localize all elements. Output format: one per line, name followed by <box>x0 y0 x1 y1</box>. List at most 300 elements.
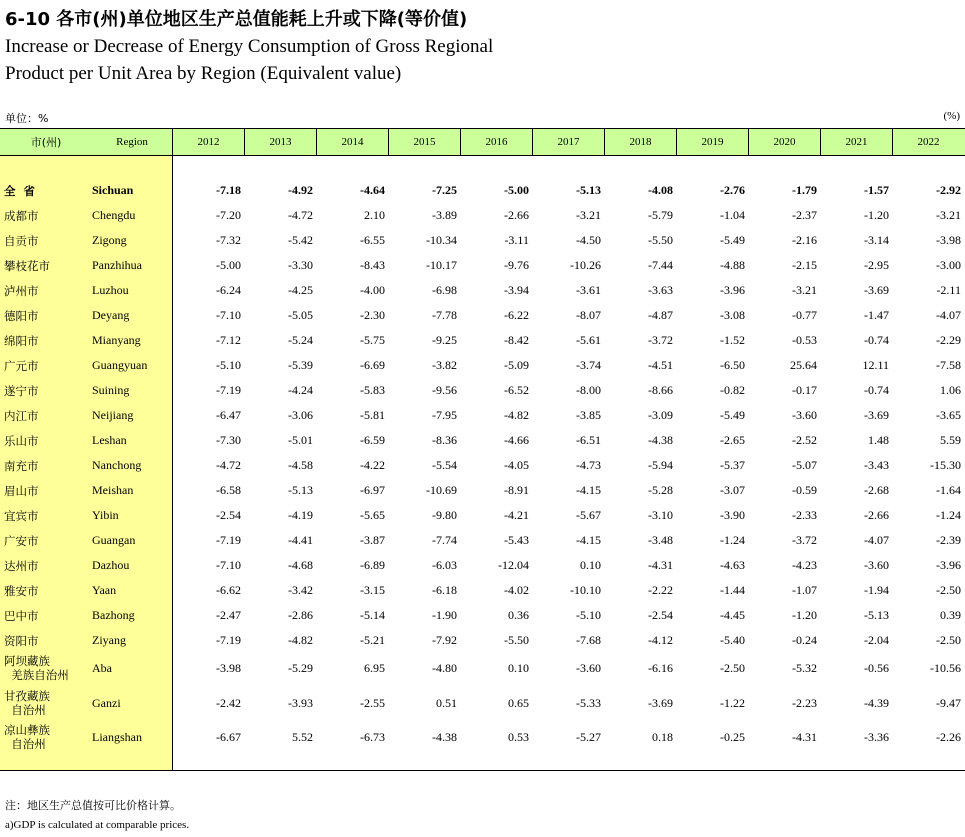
value-cell: -1.07 <box>792 583 817 597</box>
value-cell: -2.30 <box>360 308 385 322</box>
table-row <box>0 528 965 553</box>
value-cell: -8.66 <box>648 383 673 397</box>
value-cell: -5.50 <box>648 233 673 247</box>
header-year: 2018 <box>604 129 676 155</box>
value-cell: -5.10 <box>576 608 601 622</box>
value-cell: -5.49 <box>720 408 745 422</box>
value-cell: 1.06 <box>940 383 961 397</box>
value-cell: -0.82 <box>720 383 745 397</box>
value-cell: -8.36 <box>432 433 457 447</box>
value-cell: -4.19 <box>288 508 313 522</box>
region-name-en: Liangshan <box>92 729 142 744</box>
value-cell: -3.85 <box>576 408 601 422</box>
value-cell: -5.24 <box>288 333 313 347</box>
value-cell: -2.37 <box>792 208 817 222</box>
region-name-en: Meishan <box>92 483 134 497</box>
value-cell: -2.15 <box>792 258 817 272</box>
table-row <box>0 453 965 478</box>
value-cell: -4.15 <box>576 533 601 547</box>
region-name-en: Nanchong <box>92 458 142 472</box>
value-cell: -7.95 <box>432 408 457 422</box>
value-cell: -2.11 <box>936 283 961 297</box>
value-cell: -6.97 <box>360 483 385 497</box>
value-cell: -2.76 <box>720 183 745 197</box>
value-cell: -3.93 <box>288 695 313 710</box>
value-cell: -3.65 <box>936 408 961 422</box>
value-cell: -4.15 <box>576 483 601 497</box>
value-cell: -7.10 <box>216 558 241 572</box>
value-cell: -7.12 <box>216 333 241 347</box>
region-name-cn: 绵阳市 <box>4 333 39 348</box>
table-row <box>0 478 965 503</box>
value-cell: 0.39 <box>940 608 961 622</box>
value-cell: -1.20 <box>864 208 889 222</box>
value-cell: -3.69 <box>648 695 673 710</box>
value-cell: 0.18 <box>652 729 673 744</box>
region-name-en: Neijiang <box>92 408 134 422</box>
value-cell: -0.59 <box>792 483 817 497</box>
value-cell: -6.03 <box>432 558 457 572</box>
value-cell: -4.73 <box>576 458 601 472</box>
region-name-en: Leshan <box>92 433 127 447</box>
value-cell: -7.18 <box>216 183 241 197</box>
value-cell: -1.20 <box>792 608 817 622</box>
value-cell: -7.32 <box>216 233 241 247</box>
value-cell: -2.29 <box>936 333 961 347</box>
region-name-en: Deyang <box>92 308 130 322</box>
header-year: 2019 <box>676 129 748 155</box>
value-cell: -1.94 <box>864 583 889 597</box>
value-cell: -5.94 <box>648 458 673 472</box>
value-cell: -1.64 <box>936 483 961 497</box>
value-cell: -6.59 <box>360 433 385 447</box>
value-cell: -2.50 <box>936 583 961 597</box>
region-name-en: Ganzi <box>92 695 121 710</box>
region-name-en: Mianyang <box>92 333 141 347</box>
value-cell: -2.54 <box>648 608 673 622</box>
region-name-cn: 广安市 <box>4 533 39 548</box>
value-cell: -3.09 <box>648 408 673 422</box>
value-cell: -4.02 <box>504 583 529 597</box>
region-name-cn: 达州市 <box>4 558 39 573</box>
value-cell: -2.95 <box>864 258 889 272</box>
value-cell: -3.21 <box>792 283 817 297</box>
region-name-cn: 巴中市 <box>4 608 39 623</box>
value-cell: -2.39 <box>936 533 961 547</box>
table-row <box>0 253 965 278</box>
value-cell: -4.82 <box>288 633 313 647</box>
value-cell: -6.18 <box>432 583 457 597</box>
value-cell: -5.00 <box>216 258 241 272</box>
value-cell: -3.48 <box>648 533 673 547</box>
value-cell: -2.47 <box>216 608 241 622</box>
table-row <box>0 653 965 683</box>
region-name-cn <box>4 686 50 720</box>
value-cell: -5.05 <box>288 308 313 322</box>
value-cell: -4.72 <box>288 208 313 222</box>
table-row <box>0 578 965 603</box>
value-cell: -4.80 <box>432 660 457 675</box>
note-en: a)GDP is calculated at comparable prices. <box>5 819 190 831</box>
value-cell: -4.38 <box>432 729 457 744</box>
value-cell: -4.41 <box>288 533 313 547</box>
value-cell: -3.00 <box>936 258 961 272</box>
value-cell: -6.16 <box>648 660 673 675</box>
value-cell: -8.43 <box>360 258 385 272</box>
value-cell: -4.58 <box>288 458 313 472</box>
value-cell: 5.59 <box>940 433 961 447</box>
value-cell: -3.96 <box>720 283 745 297</box>
value-cell: -3.14 <box>864 233 889 247</box>
value-cell: -6.89 <box>360 558 385 572</box>
value-cell: 0.10 <box>508 660 529 675</box>
value-cell: -7.19 <box>216 533 241 547</box>
value-cell: -1.04 <box>720 208 745 222</box>
value-cell: -7.68 <box>576 633 601 647</box>
value-cell: -4.00 <box>360 283 385 297</box>
header-year: 2015 <box>388 129 460 155</box>
region-name-en: Suining <box>92 383 130 397</box>
value-cell: -1.47 <box>864 308 889 322</box>
value-cell: -5.28 <box>648 483 673 497</box>
page-title-en-line1: Increase or Decrease of Energy Consumption of Gross Regional <box>5 36 494 57</box>
value-cell: -4.92 <box>288 183 313 197</box>
value-cell: -3.63 <box>648 283 673 297</box>
value-cell: 1.48 <box>868 433 889 447</box>
value-cell: -4.05 <box>504 458 529 472</box>
value-cell: -6.22 <box>504 308 529 322</box>
value-cell: -1.22 <box>720 695 745 710</box>
value-cell: -3.21 <box>936 208 961 222</box>
value-cell: -3.90 <box>720 508 745 522</box>
value-cell: -0.77 <box>792 308 817 322</box>
region-name-en: Guangan <box>92 533 136 547</box>
value-cell: -3.11 <box>504 233 529 247</box>
value-cell: -6.58 <box>216 483 241 497</box>
value-cell: -3.07 <box>720 483 745 497</box>
value-cell: -4.87 <box>648 308 673 322</box>
value-cell: -8.00 <box>576 383 601 397</box>
header-year: 2022 <box>892 129 964 155</box>
value-cell: -2.92 <box>936 183 961 197</box>
value-cell: -5.65 <box>360 508 385 522</box>
value-cell: -9.76 <box>504 258 529 272</box>
value-cell: -0.56 <box>864 660 889 675</box>
value-cell: -5.33 <box>576 695 601 710</box>
value-cell: -2.66 <box>504 208 529 222</box>
region-name-cn: 内江市 <box>4 408 39 423</box>
value-cell: -5.14 <box>360 608 385 622</box>
value-cell: -7.30 <box>216 433 241 447</box>
value-cell: -4.64 <box>360 183 385 197</box>
value-cell: -8.91 <box>504 483 529 497</box>
value-cell: -5.32 <box>792 660 817 675</box>
value-cell: -6.52 <box>504 383 529 397</box>
table-row <box>0 503 965 528</box>
value-cell: -3.06 <box>288 408 313 422</box>
value-cell: -4.23 <box>792 558 817 572</box>
value-cell: -3.82 <box>432 358 457 372</box>
value-cell: -4.51 <box>648 358 673 372</box>
value-cell: -7.58 <box>936 358 961 372</box>
table-row <box>0 403 965 428</box>
table-row <box>0 720 965 754</box>
value-cell: 0.51 <box>436 695 457 710</box>
value-cell: -4.45 <box>720 608 745 622</box>
region-name-en: Panzhihua <box>92 258 142 272</box>
header-year: 2013 <box>244 129 316 155</box>
table-row <box>0 378 965 403</box>
value-cell: -8.42 <box>504 333 529 347</box>
value-cell: -6.69 <box>360 358 385 372</box>
value-cell: -0.17 <box>792 383 817 397</box>
header-year: 2016 <box>460 129 532 155</box>
value-cell: -5.61 <box>576 333 601 347</box>
value-cell: -3.61 <box>576 283 601 297</box>
table-row <box>0 203 965 228</box>
value-cell: 0.10 <box>580 558 601 572</box>
value-cell: 0.36 <box>508 608 529 622</box>
value-cell: -5.49 <box>720 233 745 247</box>
region-name-en: Aba <box>92 660 112 675</box>
header-year: 2021 <box>820 129 892 155</box>
value-cell: -5.54 <box>432 458 457 472</box>
value-cell: -7.10 <box>216 308 241 322</box>
value-cell: -3.69 <box>864 283 889 297</box>
value-cell: -4.88 <box>720 258 745 272</box>
region-name-en: Sichuan <box>92 183 134 197</box>
value-cell: -5.50 <box>504 633 529 647</box>
value-cell: -7.74 <box>432 533 457 547</box>
value-cell: 6.95 <box>364 660 385 675</box>
value-cell: -2.16 <box>792 233 817 247</box>
value-cell: -5.43 <box>504 533 529 547</box>
value-cell: -4.22 <box>360 458 385 472</box>
region-name-cn: 眉山市 <box>4 483 39 498</box>
value-cell: -10.56 <box>930 660 961 675</box>
value-cell: -6.67 <box>216 729 241 744</box>
value-cell: -7.25 <box>432 183 457 197</box>
value-cell: 25.64 <box>790 358 817 372</box>
region-name-cn: 成都市 <box>4 208 39 223</box>
table-row <box>0 353 965 378</box>
value-cell: -4.21 <box>504 508 529 522</box>
value-cell: -1.24 <box>720 533 745 547</box>
value-cell: -4.12 <box>648 633 673 647</box>
region-name-cn-line1: 凉山彝族 <box>4 723 50 737</box>
value-cell: -2.26 <box>936 729 961 744</box>
region-name-cn-line2: 自治州 <box>4 703 46 717</box>
value-cell: -3.42 <box>288 583 313 597</box>
table-header <box>0 128 965 156</box>
value-cell: -5.81 <box>360 408 385 422</box>
value-cell: -3.10 <box>648 508 673 522</box>
value-cell: -3.36 <box>864 729 889 744</box>
region-name-cn: 雅安市 <box>4 583 39 598</box>
region-name-cn <box>4 653 69 683</box>
value-cell: -7.78 <box>432 308 457 322</box>
region-name-cn: 德阳市 <box>4 308 39 323</box>
value-cell: -3.87 <box>360 533 385 547</box>
table-row <box>0 628 965 653</box>
value-cell: -5.13 <box>576 183 601 197</box>
value-cell: -7.44 <box>648 258 673 272</box>
value-cell: -2.55 <box>360 695 385 710</box>
value-cell: -4.66 <box>504 433 529 447</box>
value-cell: -5.27 <box>576 729 601 744</box>
value-cell: -7.92 <box>432 633 457 647</box>
value-cell: -3.98 <box>216 660 241 675</box>
value-cell: -6.73 <box>360 729 385 744</box>
region-name-cn: 泸州市 <box>4 283 39 298</box>
table-row <box>0 178 965 203</box>
value-cell: -1.57 <box>864 183 889 197</box>
value-cell: -10.34 <box>426 233 457 247</box>
page-title-en-line2: Product per Unit Area by Region (Equivalent value) <box>5 63 402 84</box>
value-cell: -5.75 <box>360 333 385 347</box>
value-cell: -3.89 <box>432 208 457 222</box>
region-name-cn-line1: 阿坝藏族 <box>4 654 50 668</box>
value-cell: -2.42 <box>216 695 241 710</box>
unit-label: 单位：% <box>5 112 49 125</box>
region-name-cn: 南充市 <box>4 458 39 473</box>
region-name-cn: 乐山市 <box>4 433 39 448</box>
value-cell: -2.50 <box>720 660 745 675</box>
region-name-en: Zigong <box>92 233 127 247</box>
value-cell: 5.52 <box>292 729 313 744</box>
value-cell: -5.42 <box>288 233 313 247</box>
region-name-en: Luzhou <box>92 283 129 297</box>
value-cell: -9.80 <box>432 508 457 522</box>
value-cell: -2.22 <box>648 583 673 597</box>
region-name-cn-line2: 自治州 <box>4 737 46 751</box>
value-cell: -4.07 <box>936 308 961 322</box>
value-cell: -3.43 <box>864 458 889 472</box>
value-cell: -5.13 <box>864 608 889 622</box>
value-cell: -3.96 <box>936 558 961 572</box>
value-cell: -6.47 <box>216 408 241 422</box>
value-cell: -3.74 <box>576 358 601 372</box>
region-name-cn-line1: 甘孜藏族 <box>4 689 50 703</box>
value-cell: -0.24 <box>792 633 817 647</box>
value-cell: 0.53 <box>508 729 529 744</box>
value-cell: -5.07 <box>792 458 817 472</box>
header-year: 2012 <box>172 129 244 155</box>
value-cell: -0.53 <box>792 333 817 347</box>
value-cell: -4.24 <box>288 383 313 397</box>
value-cell: -4.39 <box>864 695 889 710</box>
region-name-cn: 广元市 <box>4 358 39 373</box>
region-name-cn: 攀枝花市 <box>4 258 50 273</box>
region-name-cn-line2: 羌族自治州 <box>4 668 69 682</box>
value-cell: -6.24 <box>216 283 241 297</box>
region-name-en: Yaan <box>92 583 117 597</box>
value-cell: -9.47 <box>936 695 961 710</box>
page-title-cn: 6-10 各市(州)单位地区生产总值能耗上升或下降(等价值) <box>5 9 468 30</box>
value-cell: -3.98 <box>936 233 961 247</box>
value-cell: -4.08 <box>648 183 673 197</box>
table-row <box>0 686 965 720</box>
value-cell: -8.07 <box>576 308 601 322</box>
table-row <box>0 228 965 253</box>
table-row <box>0 553 965 578</box>
value-cell: -3.15 <box>360 583 385 597</box>
region-name-en: Ziyang <box>92 633 126 647</box>
header-year: 2017 <box>532 129 604 155</box>
value-cell: -3.60 <box>792 408 817 422</box>
value-cell: -2.33 <box>792 508 817 522</box>
unit-label-right: (%) <box>943 110 960 122</box>
value-cell: -5.79 <box>648 208 673 222</box>
value-cell: -3.60 <box>864 558 889 572</box>
value-cell: -1.79 <box>792 183 817 197</box>
header-region: Region <box>116 136 148 148</box>
table-row <box>0 328 965 353</box>
value-cell: -9.56 <box>432 383 457 397</box>
value-cell: -6.51 <box>576 433 601 447</box>
region-name-cn <box>4 720 50 754</box>
value-cell: -1.44 <box>720 583 745 597</box>
value-cell: -2.86 <box>288 608 313 622</box>
value-cell: -3.94 <box>504 283 529 297</box>
value-cell: -4.31 <box>648 558 673 572</box>
value-cell: -1.90 <box>432 608 457 622</box>
value-cell: -3.08 <box>720 308 745 322</box>
value-cell: 12.11 <box>862 358 889 372</box>
table-row <box>0 278 965 303</box>
value-cell: -3.30 <box>288 258 313 272</box>
region-name-en: Guangyuan <box>92 358 148 372</box>
value-cell: -5.13 <box>288 483 313 497</box>
value-cell: -4.63 <box>720 558 745 572</box>
value-cell: -5.67 <box>576 508 601 522</box>
header-year: 2014 <box>316 129 388 155</box>
value-cell: -2.23 <box>792 695 817 710</box>
value-cell: -10.17 <box>426 258 457 272</box>
value-cell: -3.72 <box>792 533 817 547</box>
value-cell: -0.74 <box>864 333 889 347</box>
region-name-cn: 自贡市 <box>4 233 39 248</box>
value-cell: -5.40 <box>720 633 745 647</box>
value-cell: -2.68 <box>864 483 889 497</box>
value-cell: 2.10 <box>364 208 385 222</box>
value-cell: -5.29 <box>288 660 313 675</box>
region-name-cn: 遂宁市 <box>4 383 39 398</box>
value-cell: -5.83 <box>360 383 385 397</box>
header-year: 2020 <box>748 129 820 155</box>
value-cell: -2.54 <box>216 508 241 522</box>
value-cell: -5.21 <box>360 633 385 647</box>
region-name-en: Chengdu <box>92 208 136 222</box>
region-name-cn: 宜宾市 <box>4 508 39 523</box>
value-cell: -9.25 <box>432 333 457 347</box>
region-name-cn: 全 省 <box>4 183 36 198</box>
table-row <box>0 303 965 328</box>
value-cell: -2.52 <box>792 433 817 447</box>
value-cell: -6.98 <box>432 283 457 297</box>
value-cell: -5.39 <box>288 358 313 372</box>
value-cell: 0.65 <box>508 695 529 710</box>
region-name-en: Yibin <box>92 508 119 522</box>
table-row <box>0 428 965 453</box>
note-cn: 注：地区生产总值按可比价格计算。 <box>5 799 181 812</box>
region-name-en: Bazhong <box>92 608 135 622</box>
value-cell: -5.00 <box>504 183 529 197</box>
value-cell: -6.62 <box>216 583 241 597</box>
value-cell: -2.04 <box>864 633 889 647</box>
value-cell: -7.19 <box>216 633 241 647</box>
region-name-cn: 资阳市 <box>4 633 39 648</box>
